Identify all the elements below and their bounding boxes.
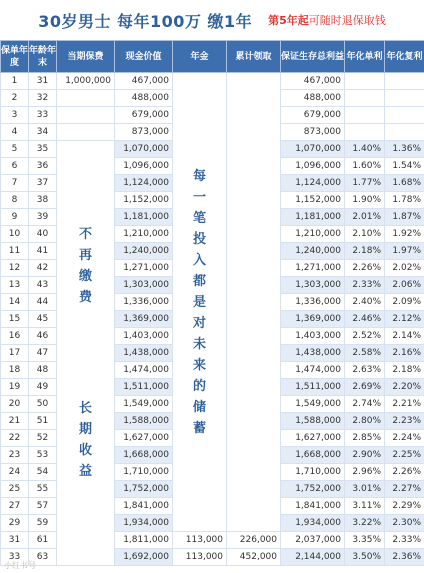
cell-cash-value: 1,403,000 (115, 328, 173, 345)
cell-cash-value: 1,692,000 (115, 549, 173, 566)
cell-age: 49 (29, 379, 57, 396)
vertical-char: 再 (78, 248, 92, 263)
cell-age: 55 (29, 481, 57, 498)
cell-cash-value: 1,336,000 (115, 294, 173, 311)
cell-age: 44 (29, 294, 57, 311)
cell-year: 9 (1, 209, 29, 226)
cell-compound-rate: 2.14% (385, 328, 424, 345)
cell-year: 8 (1, 192, 29, 209)
cell-age: 52 (29, 430, 57, 447)
cell-total-benefit: 1,240,000 (281, 243, 345, 260)
cell-simple-rate: 3.22% (345, 515, 385, 532)
header-cash-value: 现金价值 (115, 41, 173, 73)
cell-total-benefit: 1,336,000 (281, 294, 345, 311)
cell-age: 53 (29, 447, 57, 464)
cell-compound-rate: 1.54% (385, 158, 424, 175)
cell-simple-rate: 1.77% (345, 175, 385, 192)
cell-cash-value: 1,369,000 (115, 311, 173, 328)
title-note (268, 12, 386, 28)
cell-cash-value: 1,070,000 (115, 141, 173, 158)
cell-simple-rate: 3.50% (345, 549, 385, 566)
cell-cash-value: 1,474,000 (115, 362, 173, 379)
cell-year: 3 (1, 107, 29, 124)
header-policy-year: 保单年度 (1, 41, 29, 73)
vertical-char: 入 (192, 252, 206, 268)
vertical-char: 对 (192, 315, 206, 331)
cell-age: 54 (29, 464, 57, 481)
cell-total-benefit: 1,271,000 (281, 260, 345, 277)
cell-simple-rate: 2.58% (345, 345, 385, 362)
cell-age: 32 (29, 90, 57, 107)
title-note-rest: 可随时退保取钱 (308, 14, 386, 27)
cell-cash-value: 1,210,000 (115, 226, 173, 243)
cell-year: 4 (1, 124, 29, 141)
cell-year: 6 (1, 158, 29, 175)
cell-year: 19 (1, 379, 29, 396)
vertical-char: 都 (192, 273, 206, 289)
cell-year: 1 (1, 73, 29, 90)
cell-age: 35 (29, 141, 57, 158)
cell-total-benefit: 1,588,000 (281, 413, 345, 430)
cell-simple-rate: 2.85% (345, 430, 385, 447)
table-row (1, 73, 424, 90)
cell-premium (57, 107, 115, 124)
cell-compound-rate (385, 107, 424, 124)
header-simple-rate: 年化单利 (345, 41, 385, 73)
cell-compound-rate: 2.18% (385, 362, 424, 379)
cell-simple-rate: 1.40% (345, 141, 385, 158)
cell-compound-rate: 2.06% (385, 277, 424, 294)
cell-total-benefit: 873,000 (281, 124, 345, 141)
cell-premium: 1,000,000 (57, 73, 115, 90)
table-body (1, 73, 424, 566)
vertical-char: 未 (192, 336, 206, 352)
cell-age: 47 (29, 345, 57, 362)
cell-cash-value: 1,934,000 (115, 515, 173, 532)
cell-age: 51 (29, 413, 57, 430)
cell-simple-rate: 2.90% (345, 447, 385, 464)
cell-compound-rate: 2.20% (385, 379, 424, 396)
cell-cash-value: 1,549,000 (115, 396, 173, 413)
cell-year: 15 (1, 311, 29, 328)
cell-total-benefit: 1,474,000 (281, 362, 345, 379)
cell-total-benefit: 1,070,000 (281, 141, 345, 158)
cell-age: 34 (29, 124, 57, 141)
cell-simple-rate (345, 107, 385, 124)
cell-total-benefit: 1,511,000 (281, 379, 345, 396)
title-note-bold: 第5年起 (268, 14, 309, 27)
vertical-char: 不 (78, 227, 92, 242)
cell-total-benefit: 1,181,000 (281, 209, 345, 226)
cell-simple-rate: 2.26% (345, 260, 385, 277)
cell-total-benefit: 1,710,000 (281, 464, 345, 481)
cell-compound-rate: 2.21% (385, 396, 424, 413)
vertical-char: 长 (78, 401, 92, 416)
cell-year: 17 (1, 345, 29, 362)
vertical-char: 缴 (78, 269, 92, 284)
cell-cash-value: 467,000 (115, 73, 173, 90)
cell-simple-rate: 2.69% (345, 379, 385, 396)
long-term-income-text (60, 398, 111, 482)
cell-simple-rate: 3.35% (345, 532, 385, 549)
cell-cash-value: 1,240,000 (115, 243, 173, 260)
cell-compound-rate: 2.23% (385, 413, 424, 430)
table-header-row (1, 41, 424, 73)
cell-simple-rate: 2.52% (345, 328, 385, 345)
cell-age: 31 (29, 73, 57, 90)
annuity-note-text (176, 166, 223, 439)
cell-premium (57, 124, 115, 141)
cell-compound-rate: 2.09% (385, 294, 424, 311)
cell-total-benefit: 488,000 (281, 90, 345, 107)
cell-year: 29 (1, 515, 29, 532)
cell-year: 22 (1, 430, 29, 447)
cell-cash-value: 1,668,000 (115, 447, 173, 464)
cell-compound-rate: 2.29% (385, 498, 424, 515)
cell-compound-rate: 1.36% (385, 141, 424, 158)
cell-year: 7 (1, 175, 29, 192)
header-age: 年龄年末 (29, 41, 57, 73)
cell-cash-value: 1,181,000 (115, 209, 173, 226)
benefit-table (0, 40, 424, 566)
cell-compound-rate: 1.97% (385, 243, 424, 260)
cell-simple-rate: 2.33% (345, 277, 385, 294)
cell-age: 48 (29, 362, 57, 379)
cell-cash-value: 1,752,000 (115, 481, 173, 498)
cell-year: 33 (1, 549, 29, 566)
cell-simple-rate: 2.74% (345, 396, 385, 413)
cell-cash-value: 1,627,000 (115, 430, 173, 447)
cell-compound-rate: 1.87% (385, 209, 424, 226)
cell-simple-rate: 2.10% (345, 226, 385, 243)
cell-year: 14 (1, 294, 29, 311)
vertical-char: 笔 (192, 210, 206, 226)
cell-compound-rate: 2.24% (385, 430, 424, 447)
cell-cash-value: 488,000 (115, 90, 173, 107)
cell-compound-rate: 2.36% (385, 549, 424, 566)
cell-age: 43 (29, 277, 57, 294)
cell-premium (57, 90, 115, 107)
cell-total-benefit: 1,627,000 (281, 430, 345, 447)
cell-simple-rate (345, 73, 385, 90)
cell-simple-rate: 3.01% (345, 481, 385, 498)
vertical-char: 是 (192, 294, 206, 310)
cell-cash-value: 1,124,000 (115, 175, 173, 192)
cell-simple-rate (345, 124, 385, 141)
header-compound-rate: 年化复利 (385, 41, 424, 73)
cell-year: 13 (1, 277, 29, 294)
cell-total-benefit: 1,403,000 (281, 328, 345, 345)
cell-compound-rate (385, 124, 424, 141)
cell-cumulative: 452,000 (227, 549, 281, 566)
cell-cash-value: 1,303,000 (115, 277, 173, 294)
vertical-char: 费 (78, 290, 92, 305)
vertical-char: 收 (78, 443, 92, 458)
header-total-benefit: 保证生存总利益 (281, 41, 345, 73)
vertical-char: 一 (192, 189, 206, 205)
vertical-char: 益 (78, 464, 92, 479)
cell-total-benefit: 1,438,000 (281, 345, 345, 362)
cell-age: 59 (29, 515, 57, 532)
cell-compound-rate: 1.78% (385, 192, 424, 209)
cell-compound-rate: 2.16% (385, 345, 424, 362)
cell-compound-rate: 2.02% (385, 260, 424, 277)
cell-compound-rate: 2.12% (385, 311, 424, 328)
cell-age: 40 (29, 226, 57, 243)
cell-cash-value: 873,000 (115, 124, 173, 141)
cell-simple-rate: 2.40% (345, 294, 385, 311)
cell-cash-value: 1,511,000 (115, 379, 173, 396)
cell-simple-rate: 2.01% (345, 209, 385, 226)
cell-year: 20 (1, 396, 29, 413)
cell-total-benefit: 679,000 (281, 107, 345, 124)
cell-age: 33 (29, 107, 57, 124)
cell-compound-rate: 2.27% (385, 481, 424, 498)
cell-age: 50 (29, 396, 57, 413)
cell-year: 16 (1, 328, 29, 345)
cell-cash-value: 1,841,000 (115, 498, 173, 515)
watermark: 小红书号 (4, 561, 36, 570)
cell-year: 31 (1, 532, 29, 549)
header-cumulative: 累计领取 (227, 41, 281, 73)
cell-year: 27 (1, 498, 29, 515)
cell-total-benefit: 1,549,000 (281, 396, 345, 413)
cell-compound-rate (385, 90, 424, 107)
cell-simple-rate: 1.90% (345, 192, 385, 209)
cell-year: 24 (1, 464, 29, 481)
cell-simple-rate: 2.96% (345, 464, 385, 481)
cell-cash-value: 1,096,000 (115, 158, 173, 175)
cell-simple-rate: 2.46% (345, 311, 385, 328)
page-title (0, 0, 424, 40)
cell-simple-rate: 1.60% (345, 158, 385, 175)
vertical-char: 投 (192, 231, 206, 247)
vertical-char: 蓄 (192, 420, 206, 436)
cell-age: 37 (29, 175, 57, 192)
title-main: 30岁男士 每年100万 缴1年 (38, 11, 253, 31)
cell-total-benefit: 467,000 (281, 73, 345, 90)
cell-simple-rate (345, 90, 385, 107)
cell-annuity: 113,000 (173, 549, 227, 566)
cell-compound-rate: 2.30% (385, 515, 424, 532)
annuity-merged-note (173, 73, 227, 532)
cell-compound-rate (385, 73, 424, 90)
cell-total-benefit: 2,144,000 (281, 549, 345, 566)
cell-annuity: 113,000 (173, 532, 227, 549)
cell-total-benefit: 1,303,000 (281, 277, 345, 294)
cell-simple-rate: 3.11% (345, 498, 385, 515)
header-annuity: 年金 (173, 41, 227, 73)
cell-cash-value: 1,811,000 (115, 532, 173, 549)
cell-age: 39 (29, 209, 57, 226)
header-premium: 当期保费 (57, 41, 115, 73)
cell-simple-rate: 2.63% (345, 362, 385, 379)
cell-age: 45 (29, 311, 57, 328)
cell-compound-rate: 1.68% (385, 175, 424, 192)
cell-age: 63 (29, 549, 57, 566)
cell-year: 25 (1, 481, 29, 498)
cell-year: 12 (1, 260, 29, 277)
cell-compound-rate: 2.26% (385, 464, 424, 481)
cell-simple-rate: 2.80% (345, 413, 385, 430)
cell-compound-rate: 1.92% (385, 226, 424, 243)
cell-age: 41 (29, 243, 57, 260)
cell-year: 10 (1, 226, 29, 243)
cell-total-benefit: 1,124,000 (281, 175, 345, 192)
cell-year: 23 (1, 447, 29, 464)
cell-year: 21 (1, 413, 29, 430)
cumulative-empty-cell (227, 73, 281, 532)
cell-total-benefit: 1,210,000 (281, 226, 345, 243)
vertical-char: 的 (192, 378, 206, 394)
cell-age: 57 (29, 498, 57, 515)
vertical-char: 期 (78, 422, 92, 437)
cell-age: 61 (29, 532, 57, 549)
cell-year: 2 (1, 90, 29, 107)
no-more-premium-text (60, 224, 111, 308)
cell-total-benefit: 1,096,000 (281, 158, 345, 175)
cell-total-benefit: 2,037,000 (281, 532, 345, 549)
cell-total-benefit: 1,668,000 (281, 447, 345, 464)
cell-age: 36 (29, 158, 57, 175)
cell-cumulative: 226,000 (227, 532, 281, 549)
vertical-char: 每 (192, 168, 206, 184)
cell-cash-value: 1,271,000 (115, 260, 173, 277)
cell-cash-value: 1,152,000 (115, 192, 173, 209)
cell-cash-value: 1,438,000 (115, 345, 173, 362)
cell-cash-value: 1,588,000 (115, 413, 173, 430)
premium-merged-note (57, 141, 115, 566)
cell-total-benefit: 1,752,000 (281, 481, 345, 498)
cell-year: 11 (1, 243, 29, 260)
cell-compound-rate: 2.33% (385, 532, 424, 549)
cell-age: 46 (29, 328, 57, 345)
cell-total-benefit: 1,841,000 (281, 498, 345, 515)
cell-cash-value: 679,000 (115, 107, 173, 124)
cell-age: 42 (29, 260, 57, 277)
cell-total-benefit: 1,934,000 (281, 515, 345, 532)
vertical-char: 来 (192, 357, 206, 373)
cell-cash-value: 1,710,000 (115, 464, 173, 481)
cell-age: 38 (29, 192, 57, 209)
cell-year: 5 (1, 141, 29, 158)
cell-year: 18 (1, 362, 29, 379)
cell-compound-rate: 2.25% (385, 447, 424, 464)
cell-total-benefit: 1,152,000 (281, 192, 345, 209)
cell-simple-rate: 2.18% (345, 243, 385, 260)
cell-total-benefit: 1,369,000 (281, 311, 345, 328)
vertical-char: 储 (192, 399, 206, 415)
